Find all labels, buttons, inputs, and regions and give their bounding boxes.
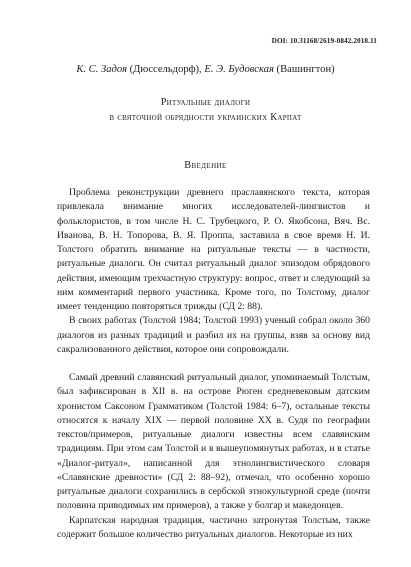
body-paragraph: Проблема реконструкции древнего праславянского текста, которая привлекала внимание многих исследователей-лингвистов и фольклористов, в том числе Н. С. Трубецкого, Р. О. Якобсона, Вяч. Вс. Иванова, В. Н. Топорова, В. Я. Проппа, заставила в свое время Н. И. Толстого обратить внимание на ритуальные тексты — в частности, ритуальные диалоги. Он считал ритуальный диалог эпизодом обрядового действия, имеющим трехчастную структуру: вопрос, ответ и следующий за ним комментарий первого участника. Кроме того, по Толстому, диалог имеет тенденцию повторяться трижды (СД 2: 88). (57, 187, 370, 312)
author-name: Е. Э. Будовская (204, 64, 274, 75)
author-affiliation: (Вашингтон) (276, 64, 335, 75)
section-heading: Введение (184, 160, 227, 171)
author-affiliation: (Дюссельдорф), (129, 64, 202, 75)
body-paragraph: В своих работах (Толстой 1984; Толстой 1993) ученый собрал около 360 диалогов из разных традиций и разбил их на группы, взяв за основу вид сакрализованного действия, которое они сопровождали. (57, 315, 370, 355)
author-name: К. С. Задоя (76, 64, 127, 75)
author-line (0, 64, 411, 75)
body-paragraph: Самый древний славянский ритуальный диалог, упоминаемый Толстым, был зафиксирован в XII в. на острове Рюген средневековым датским хронистом Саксоном Грамматиком (Толстой 1984: 6–7), остальные тексты относятся к началу XIX — первой половине XX в. Судя по географии текстов/примеров, ритуальные диалоги известны всем славянским традициям. При этом сам Толстой и в вышеупомянутых работах, и в статье «Диалог-ритуал», написанной для этнолингвистического словаря «Славянские древности» (СД 2: 88–92), отмечал, что особенно хорошо ритуальные диалоги сохранились в сербской этнокультурной среде (почти половина приводимых им примеров), а также у болгар и македонцев. (57, 372, 370, 512)
article-body (57, 186, 370, 542)
article-title (0, 95, 411, 125)
doi-label: DOI: 10.31168/2619-0842.2018.11 (271, 37, 377, 45)
body-paragraph: Карпатская народная традиция, частично затронутая Толстым, также содержит большое количество ритуальных диалогов. Некоторые из них (57, 514, 370, 540)
title-line: в святочной обрядности украинских Карпат (109, 112, 302, 123)
title-line: Ритуальные диалоги (160, 97, 251, 108)
